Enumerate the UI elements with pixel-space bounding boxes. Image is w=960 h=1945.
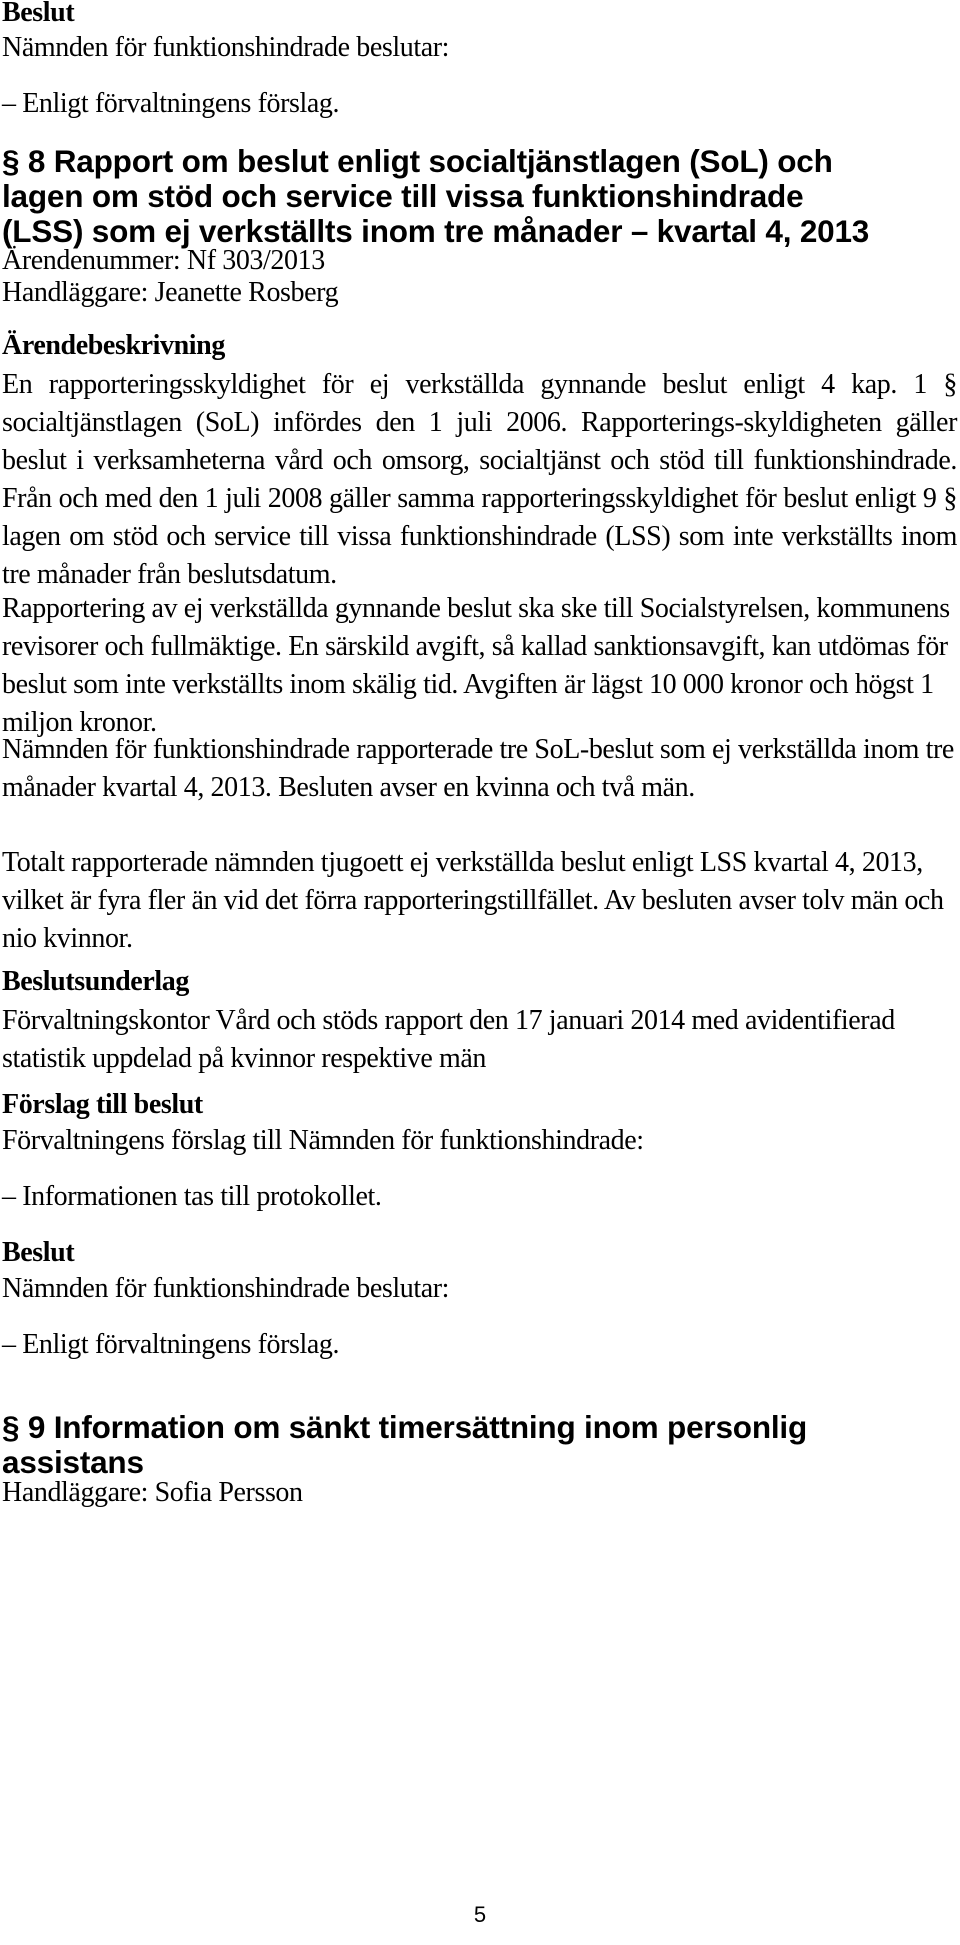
case-handler: Handläggare: Jeanette Rosberg	[2, 277, 339, 308]
description-paragraph-2: Rapportering av ej verkställda gynnande beslut ska ske till Socialstyrelsen, kommunens revisorer och fullmäktige. En särskild avgift, så kallad sanktionsavgift, kan utdömas för beslut som inte verkställts inom skälig tid. Avgiften är lägst 10 000 kronor och högst 1 miljon kronor.	[2, 593, 950, 738]
description-paragraph-1: En rapporteringsskyldighet för ej verkställda gynnande beslut enligt 4 kap. 1 § socialtjänstlagen (SoL) infördes den 1 juli 2006. Rapporterings-skyldigheten gäller beslut i verksamheterna vård och omsorg, socialtjänst och stöd till funktionshindrade. Från och med den 1 juli 2008 gäller samma rapporteringsskyldighet för beslut enligt 9 § lagen om stöd och service till vissa funktionshindrade (LSS) som inte verkställts inom tre månader från beslutsdatum.	[2, 369, 957, 590]
description-paragraph-3: Nämnden för funktionshindrade rapporterade tre SoL-beslut som ej verkställda inom tre månader kvartal 4, 2013. Besluten avser en kvinna och två män.	[2, 734, 954, 803]
item-8-title-line-1: § 8 Rapport om beslut enligt socialtjänstlagen (SoL) och	[2, 143, 833, 179]
decision-text: – Enligt förvaltningens förslag.	[2, 88, 340, 119]
item-9-handler: Handläggare: Sofia Persson	[2, 1477, 303, 1508]
proposal-intro: Förvaltningens förslag till Nämnden för funktionshindrade:	[2, 1125, 644, 1156]
basis-text: Förvaltningskontor Vård och stöds rapport den 17 januari 2014 med avidentifierad statistik uppdelad på kvinnor respektive män	[2, 1005, 895, 1074]
description-heading: Ärendebeskrivning	[2, 330, 225, 361]
page-number: 5	[473, 1902, 487, 1927]
beslut-heading-item-8: Beslut	[2, 1237, 75, 1268]
item-9-title-line-2: assistans	[2, 1444, 144, 1480]
case-number: Ärendenummer: Nf 303/2013	[2, 245, 325, 276]
item-8-title-line-3: (LSS) som ej verkställts inom tre månader – kvartal 4, 2013	[2, 213, 870, 249]
decision-intro-item-8: Nämnden för funktionshindrade beslutar:	[2, 1273, 450, 1304]
basis-heading: Beslutsunderlag	[2, 966, 189, 997]
proposal-heading: Förslag till beslut	[2, 1089, 203, 1120]
beslut-heading: Beslut	[2, 0, 75, 28]
proposal-item: – Informationen tas till protokollet.	[2, 1181, 382, 1212]
description-paragraph-4: Totalt rapporterade nämnden tjugoett ej verkställda beslut enligt LSS kvartal 4, 2013, vilket är fyra fler än vid det förra rapporteringstillfället. Av besluten avser tolv män och nio kvinnor.	[2, 847, 944, 954]
item-9-title-line-1: § 9 Information om sänkt timersättning inom personlig	[2, 1409, 808, 1445]
decision-intro: Nämnden för funktionshindrade beslutar:	[2, 32, 450, 63]
decision-text-item-8: – Enligt förvaltningens förslag.	[2, 1329, 340, 1360]
item-8-title-line-2: lagen om stöd och service till vissa funktionshindrade	[2, 178, 804, 214]
